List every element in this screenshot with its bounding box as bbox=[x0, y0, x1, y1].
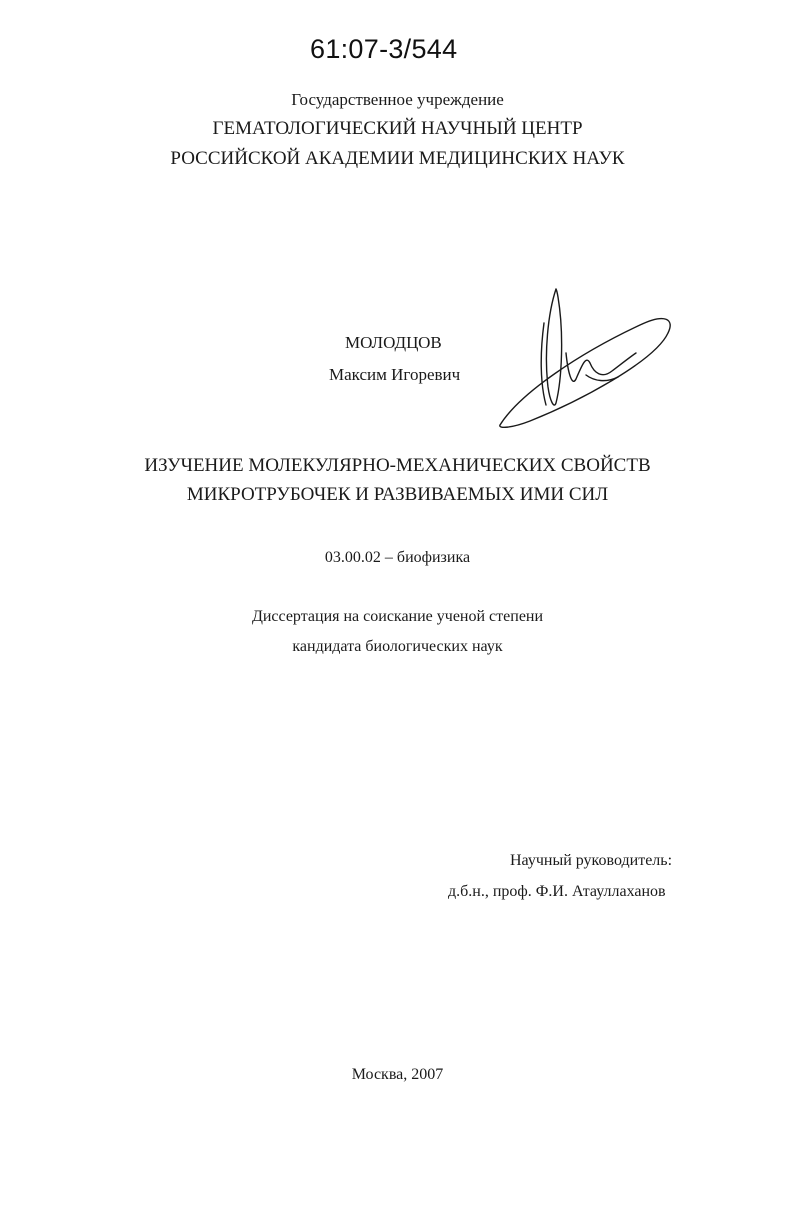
degree-line1: Диссертация на соискание ученой степени bbox=[251, 608, 544, 625]
document-code: 61:07-3/544 bbox=[310, 34, 458, 64]
city-year: Москва, 2007 bbox=[351, 1066, 444, 1083]
author-surname: МОЛОДЦОВ bbox=[345, 333, 442, 352]
degree-line2: кандидата биологических наук bbox=[292, 638, 503, 655]
author-given-names: Максим Игоревич bbox=[329, 365, 461, 384]
dissertation-title-line1: ИЗУЧЕНИЕ МОЛЕКУЛЯРНО-МЕХАНИЧЕСКИХ СВОЙСТВ bbox=[144, 455, 651, 476]
handwritten-signature-icon bbox=[490, 283, 680, 433]
supervisor-name: д.б.н., проф. Ф.И. Атауллаханов bbox=[448, 883, 666, 900]
institution-name-line1: ГЕМАТОЛОГИЧЕСКИЙ НАУЧНЫЙ ЦЕНТР bbox=[212, 118, 583, 139]
supervisor-label: Научный руководитель: bbox=[510, 852, 673, 869]
specialty-code: 03.00.02 – биофизика bbox=[324, 549, 471, 566]
dissertation-title-line2: МИКРОТРУБОЧЕК И РАЗВИВАЕМЫХ ИМИ СИЛ bbox=[186, 484, 609, 505]
institution-type: Государственное учреждение bbox=[291, 90, 504, 109]
institution-name-line2: РОССИЙСКОЙ АКАДЕМИИ МЕДИЦИНСКИХ НАУК bbox=[170, 148, 625, 169]
